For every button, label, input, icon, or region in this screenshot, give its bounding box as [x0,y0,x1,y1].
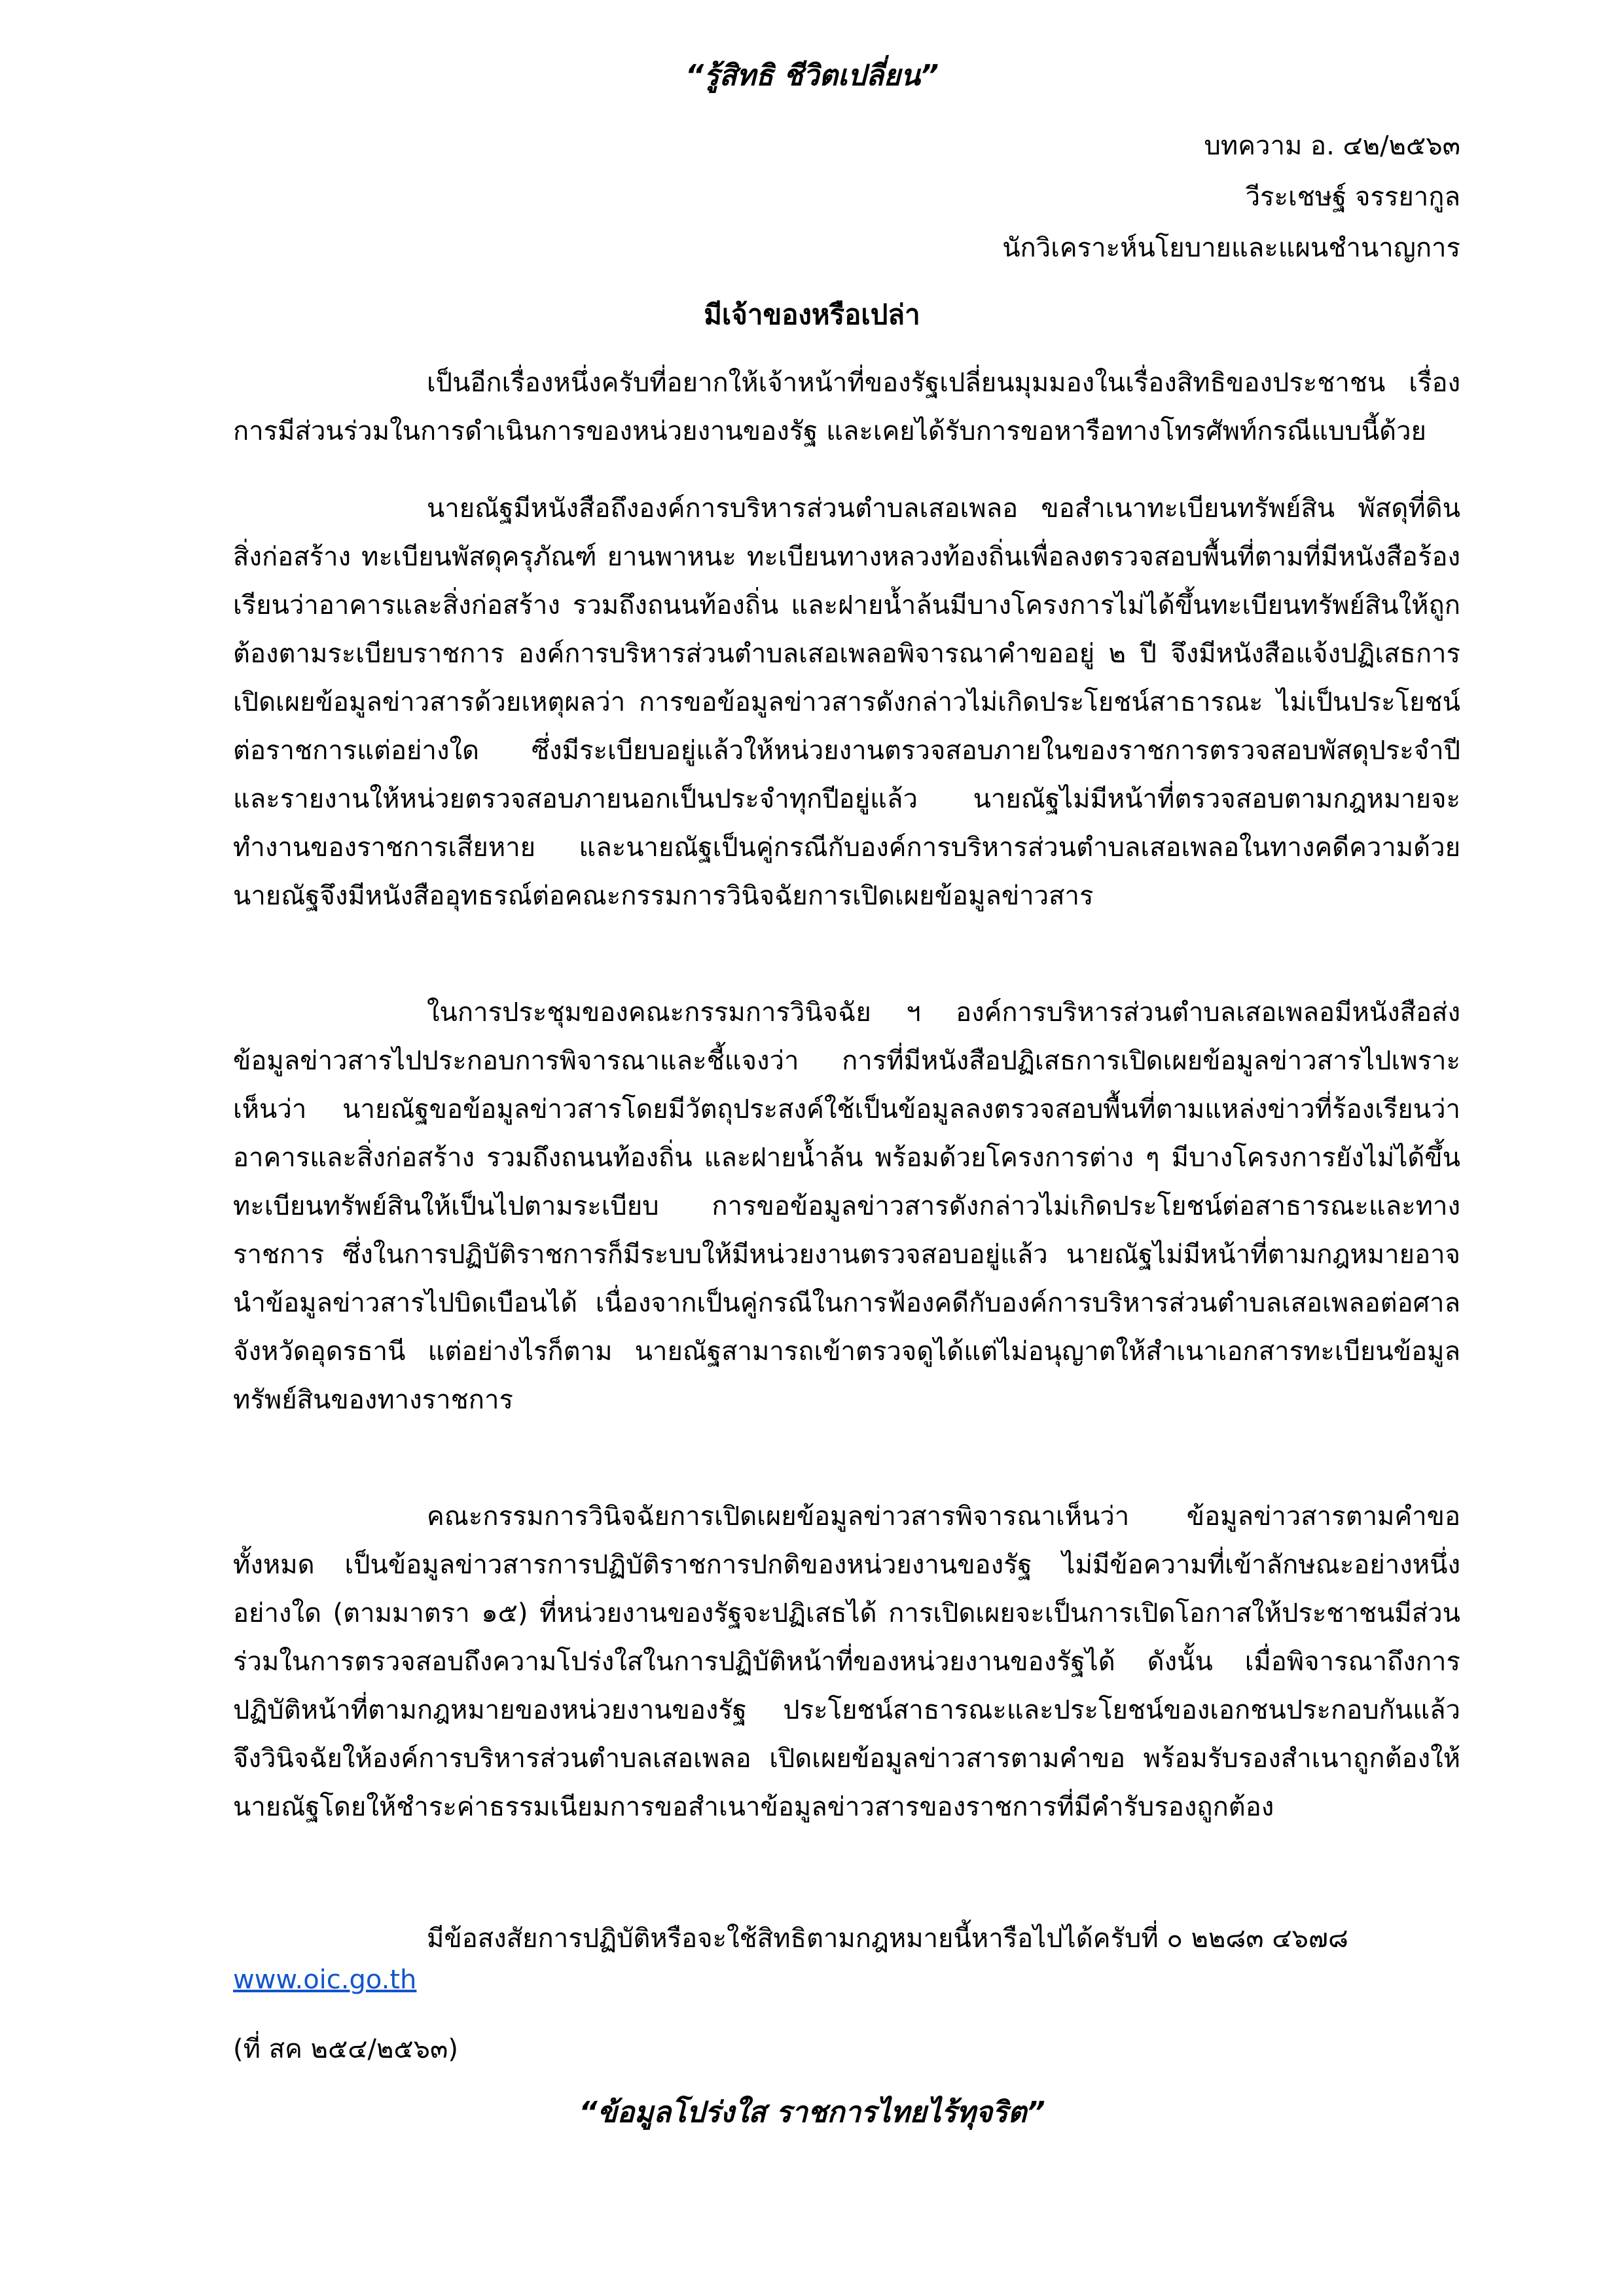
header-slogan: “รู้สิทธิ ชีวิตเปลี่ยน” [685,59,939,92]
author-name: วีระเชษฐ์ จรรยากูล [1245,182,1460,212]
website-link[interactable]: www.oic.go.th [233,1965,417,1995]
article-number: บทความ อ. ๔๒/๒๕๖๓ [1204,131,1460,161]
footer-slogan: “ข้อมูลโปร่งใส ราชการไทยไร้ทุจริต” [579,2096,1045,2129]
paragraph-hearing: ในการประชุมของคณะกรรมการวินิจฉัย ฯ องค์การบริหารส่วนตำบลเสอเพลอมีหนังสือส่งข้อมูลข่าวสารไปประกอบการพิจารณาและชี้แจงว่า การที่มีหนังสือปฏิเสธการเปิดเผยข้อมูลข่าวสารไปเพราะเห็นว่า นายณัฐขอข้อมูลข่าวสารโดยมีวัตถุประสงค์ใช้เป็นข้อมูลลงตรวจสอบพื้นที่ตามแหล่งข่าวที่ร้องเรียนว่าอาคารและสิ่งก่อสร้าง รวมถึงถนนท้องถิ่น และฝายน้ำล้น พร้อมด้วยโครงการต่าง ๆ มีบางโครงการยังไม่ได้ขึ้นทะเบียนทรัพย์สินให้เป็นไปตามระเบียบ การขอข้อมูลข่าวสารดังกล่าวไม่เกิดประโยชน์ต่อสาธารณะและทางราชการ ซึ่งในการปฏิบัติราชการก็มีระบบให้มีหน่วยงานตรวจสอบอยู่แล้ว นายณัฐไม่มีหน้าที่ตามกฎหมายอาจนำข้อมูลข่าวสารไปบิดเบือนได้ เนื่องจากเป็นคู่กรณีในการฟ้องคดีกับองค์การบริหารส่วนตำบลเสอเพลอต่อศาลจังหวัดอุดรธานี แต่อย่างไรก็ตาม นายณัฐสามารถเข้าตรวจดูได้แต่ไม่อนุญาตให้สำเนาเอกสารทะเบียนข้อมูลทรัพย์สินของทางราชการ [233,997,1460,1415]
paragraph-case: นายณัฐมีหนังสือถึงองค์การบริหารส่วนตำบลเสอเพลอ ขอสำเนาทะเบียนทรัพย์สิน พัสดุที่ดิน สิ่งก่อสร้าง ทะเบียนพัสดุครุภัณฑ์ ยานพาหนะ ทะเบียนทางหลวงท้องถิ่นเพื่อลงตรวจสอบพื้นที่ตามที่มีหนังสือร้องเรียนว่าอาคารและสิ่งก่อสร้าง รวมถึงถนนท้องถิ่น และฝายน้ำล้นมีบางโครงการไม่ได้ขึ้นทะเบียนทรัพย์สินให้ถูกต้องตามระเบียบราชการ องค์การบริหารส่วนตำบลเสอเพลอพิจารณาคำขออยู่ ๒ ปี จึงมีหนังสือแจ้งปฏิเสธการเปิดเผยข้อมูลข่าวสารด้วยเหตุผลว่า การขอข้อมูลข่าวสารดังกล่าวไม่เกิดประโยชน์สาธารณะ ไม่เป็นประโยชน์ต่อราชการแต่อย่างใด ซึ่งมีระเบียบอยู่แล้วให้หน่วยงานตรวจสอบภายในของราชการตรวจสอบพัสดุประจำปี และรายงานให้หน่วยตรวจสอบภายนอกเป็นประจำทุกปีอยู่แล้ว นายณัฐไม่มีหน้าที่ตรวจสอบตามกฎหมายจะทำงานของราชการเสียหาย และนายณัฐเป็นคู่กรณีกับองค์การบริหารส่วนตำบลเสอเพลอในทางคดีความด้วย นายณัฐจึงมีหนังสืออุทธรณ์ต่อคณะกรรมการวินิจฉัยการเปิดเผยข้อมูลข่าวสาร [233,493,1460,911]
article-title: มีเจ้าของหรือเปล่า [704,298,920,331]
author-title: นักวิเคราะห์นโยบายและแผนชำนาญการ [1002,233,1460,263]
paragraph-contact: มีข้อสงสัยการปฏิบัติหรือจะใช้สิทธิตามกฎหมายนี้หารือไปได้ครับที่ ๐ ๒๒๘๓ ๔๖๗๘ [427,1924,1348,1954]
reference-number: (ที่ สค ๒๕๔/๒๕๖๓) [233,2034,458,2064]
paragraph-decision: คณะกรรมการวินิจฉัยการเปิดเผยข้อมูลข่าวสารพิจารณาเห็นว่า ข้อมูลข่าวสารตามคำขอทั้งหมด เป็นข้อมูลข่าวสารการปฏิบัติราชการปกติของหน่วยงานของรัฐ ไม่มีข้อความที่เข้าลักษณะอย่างหนึ่งอย่างใด (ตามมาตรา ๑๕) ที่หน่วยงานของรัฐจะปฏิเสธได้ การเปิดเผยจะเป็นการเปิดโอกาสให้ประชาชนมีส่วนร่วมในการตรวจสอบถึงความโปร่งใสในการปฏิบัติหน้าที่ของหน่วยงานของรัฐได้ ดังนั้น เมื่อพิจารณาถึงการปฏิบัติหน้าที่ตามกฎหมายของหน่วยงานของรัฐ ประโยชน์สาธารณะและประโยชน์ของเอกชนประกอบกันแล้ว จึงวินิจฉัยให้องค์การบริหารส่วนตำบลเสอเพลอ เปิดเผยข้อมูลข่าวสารตามคำขอ พร้อมรับรองสำเนาถูกต้องให้นายณัฐโดยให้ชำระค่าธรรมเนียมการขอสำเนาข้อมูลข่าวสารของราชการที่มีคำรับรองถูกต้อง [233,1501,1460,1822]
paragraph-intro: เป็นอีกเรื่องหนึ่งครับที่อยากให้เจ้าหน้าที่ของรัฐเปลี่ยนมุมมองในเรื่องสิทธิของประชาชน เรื่องการมีส่วนร่วมในการดำเนินการของหน่วยงานของรัฐ และเคยได้รับการขอหารือทางโทรศัพท์กรณีแบบนี้ด้วย [233,368,1460,446]
